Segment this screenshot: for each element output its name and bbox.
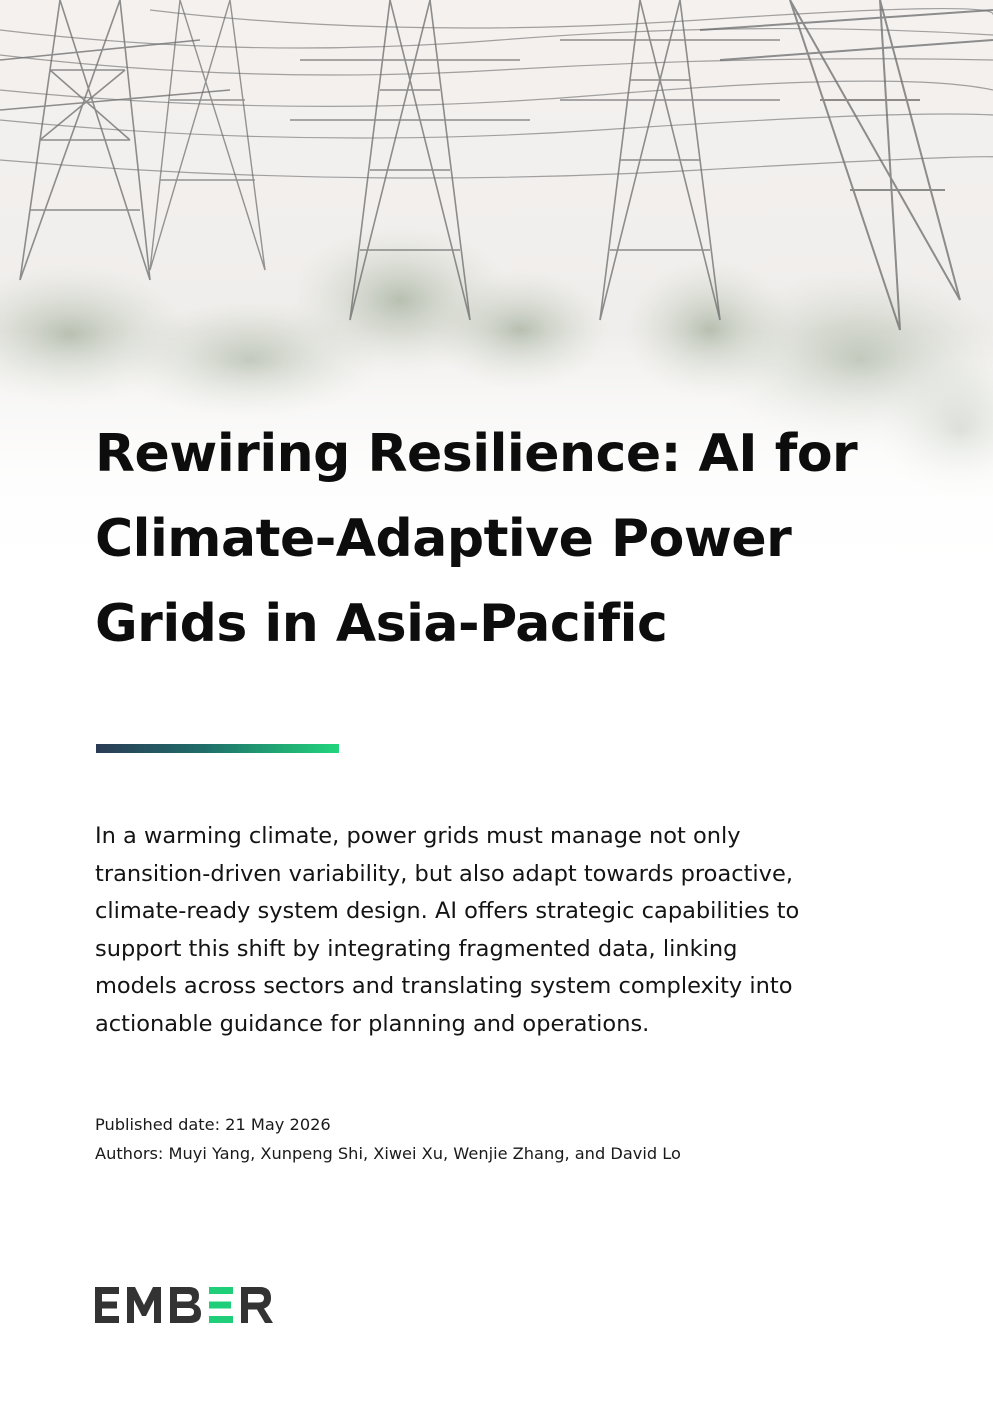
- title-line: Climate-Adaptive Power: [95, 509, 792, 569]
- summary-line: actionable guidance for planning and operations.: [95, 1010, 650, 1037]
- summary-line: transition-driven variability, but also adapt towards proactive,: [95, 860, 793, 887]
- report-summary: [95, 818, 915, 1044]
- report-title: [95, 412, 915, 667]
- summary-line: climate-ready system design. AI offers strategic capabilities to: [95, 898, 800, 925]
- summary-line: models across sectors and translating system complexity into: [95, 973, 793, 1000]
- ember-logo: [95, 1285, 280, 1325]
- summary-line: support this shift by integrating fragmented data, linking: [95, 935, 738, 962]
- ember-logo-icon: [95, 1285, 280, 1325]
- summary-line: In a warming climate, power grids must manage not only: [95, 823, 741, 849]
- title-line: Grids in Asia-Pacific: [95, 594, 668, 654]
- publication-meta: [95, 1110, 915, 1168]
- authors: Authors: Muyi Yang, Xunpeng Shi, Xiwei Xu, Wenjie Zhang, and David Lo: [95, 1144, 681, 1163]
- published-date: Published date: 21 May 2026: [95, 1115, 331, 1134]
- title-line: Rewiring Resilience: AI for: [95, 424, 858, 484]
- accent-divider: [96, 744, 339, 753]
